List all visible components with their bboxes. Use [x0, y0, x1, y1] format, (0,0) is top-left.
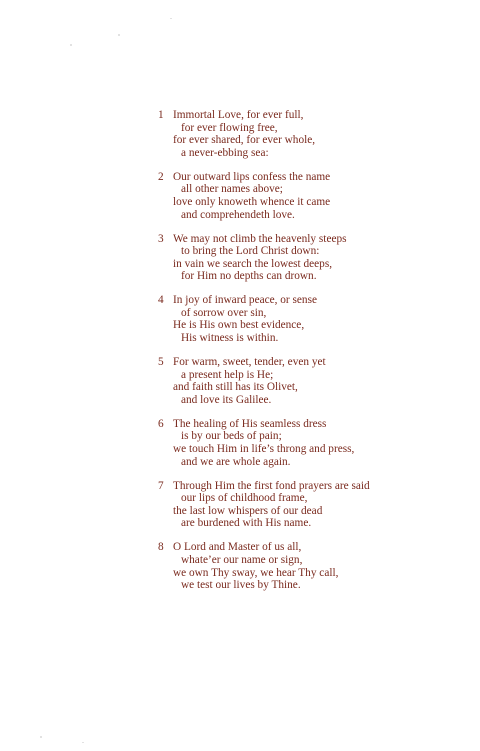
- verse-number: 5: [158, 356, 164, 369]
- verse-line: In joy of inward peace, or sense: [173, 294, 317, 307]
- verse-5: [158, 356, 458, 406]
- verse-6: [158, 418, 458, 468]
- verse-line: Through Him the first fond prayers are said: [173, 479, 370, 492]
- verse-line: and faith still has its Olivet,: [173, 381, 298, 394]
- verse-2: [158, 171, 458, 221]
- verse-line: for ever shared, for ever whole,: [173, 134, 316, 147]
- verse-line: We may not climb the heavenly steeps: [173, 232, 347, 245]
- verse-number: 2: [158, 170, 164, 183]
- verse-line: and love its Galilee.: [181, 393, 272, 406]
- verse-line: we test our lives by Thine.: [181, 579, 301, 592]
- verse-line: and comprehendeth love.: [181, 208, 295, 221]
- verse-line: for Him no depths can drown.: [181, 270, 317, 283]
- verse-line: whate’er our name or sign,: [181, 553, 303, 566]
- verse-line: a never-ebbing sea:: [181, 146, 269, 159]
- verse-line: For warm, sweet, tender, even yet: [173, 356, 326, 369]
- scan-speck: [170, 18, 172, 19]
- scan-speck: [82, 742, 84, 743]
- verse-line: of sorrow over sin,: [181, 306, 267, 319]
- verse-line: for ever flowing free,: [181, 121, 278, 134]
- verse-line: the last low whispers of our dead: [173, 504, 323, 517]
- verse-line: a present help is He;: [181, 368, 274, 381]
- verse-7: [158, 480, 458, 530]
- verse-line: Our outward lips confess the name: [173, 170, 331, 183]
- verse-number: 1: [158, 109, 164, 121]
- verse-number: 3: [158, 232, 164, 245]
- verse-line: His witness is within.: [181, 332, 279, 345]
- verse-line: we touch Him in life’s throng and press,: [173, 443, 355, 456]
- verse-line: He is His own best evidence,: [173, 319, 305, 332]
- verse-3: [158, 233, 458, 283]
- verse-number: 6: [158, 417, 164, 430]
- verse-line: is by our beds of pain;: [181, 430, 282, 443]
- verse-line: and we are whole again.: [181, 455, 291, 468]
- verse-number: 7: [158, 479, 164, 492]
- verse-line: in vain we search the lowest deeps,: [173, 257, 333, 270]
- verse-4: [158, 294, 458, 344]
- verse-line: our lips of childhood frame,: [181, 492, 308, 505]
- verse-line: to bring the Lord Christ down:: [181, 245, 320, 258]
- verse-number: 4: [158, 294, 164, 307]
- verse-line: O Lord and Master of us all,: [173, 541, 302, 554]
- scan-speck: [40, 736, 42, 738]
- verse-line: love only knoweth whence it came: [173, 195, 331, 208]
- verse-number: 8: [158, 541, 164, 554]
- verse-line: are burdened with His name.: [181, 517, 312, 530]
- hymn-text: [158, 109, 458, 603]
- verse-line: The healing of His seamless dress: [173, 417, 327, 430]
- verse-line: we own Thy sway, we hear Thy call,: [173, 566, 339, 579]
- scan-speck: [70, 44, 72, 46]
- verse-8: [158, 541, 458, 591]
- verse-1: [158, 109, 458, 159]
- verse-line: Immortal Love, for ever full,: [173, 109, 304, 121]
- verse-line: all other names above;: [181, 183, 283, 196]
- scan-speck: [118, 34, 120, 36]
